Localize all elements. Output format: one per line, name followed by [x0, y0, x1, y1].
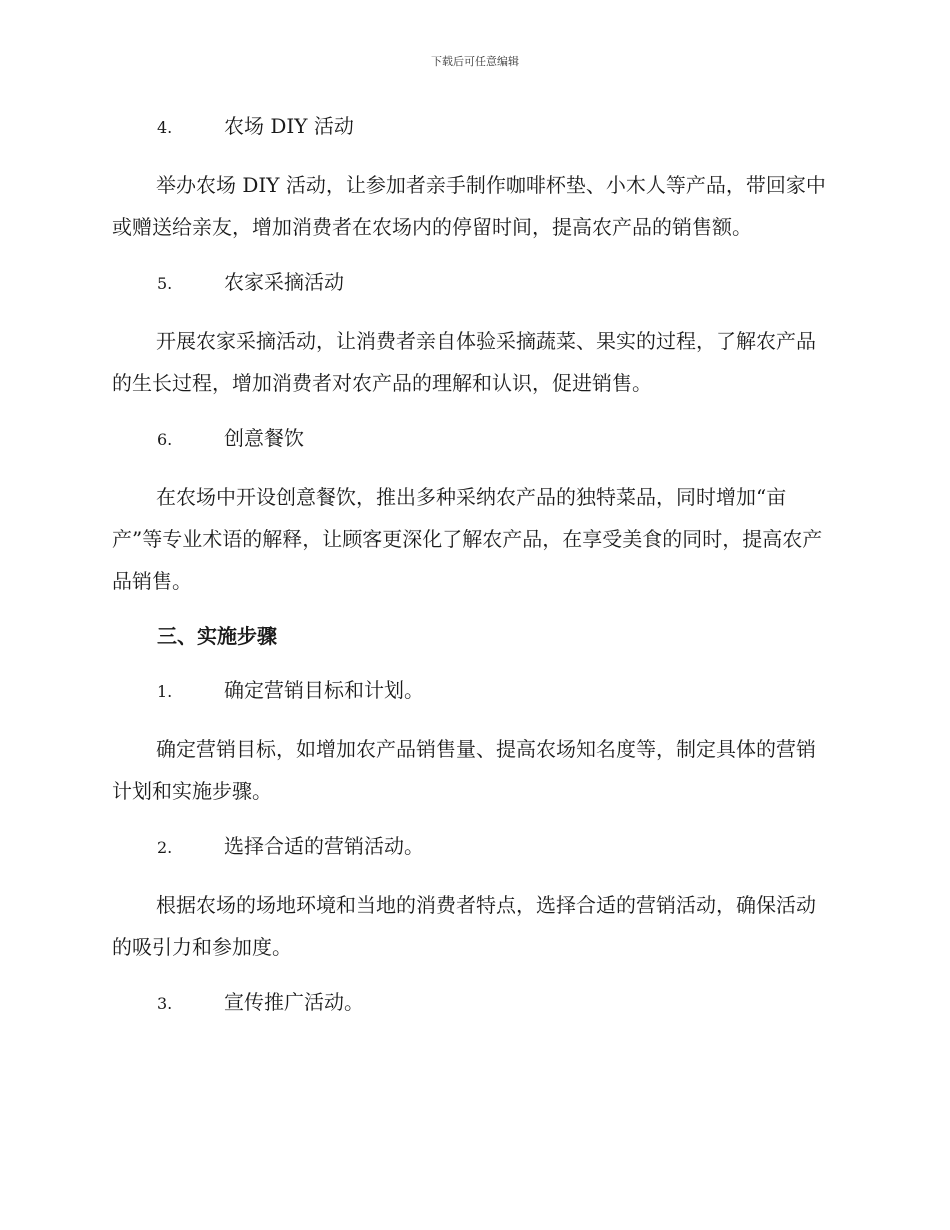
item-number: 5.: [157, 274, 173, 293]
section-heading-steps: 三、实施步骤: [157, 624, 277, 648]
item-number: 6.: [157, 430, 173, 449]
item-title: 农家采摘活动: [224, 270, 344, 294]
item-heading-dining: [112, 422, 832, 458]
item-heading-goals: [112, 674, 832, 710]
paragraph-diy: 举办农场 DIY 活动，让参加者亲手制作咖啡杯垫、小木人等产品，带回家中或赠送给亲友，增加消费者在农场内的停留时间，提高农产品的销售额。: [112, 173, 826, 239]
item-heading-diy: [112, 110, 832, 146]
item-title: 宣传推广活动。: [224, 990, 364, 1014]
item-number: 4.: [157, 118, 173, 137]
item-heading-promote: [112, 986, 832, 1022]
item-number: 1.: [157, 682, 173, 701]
item-title: 创意餐饮: [224, 426, 304, 450]
paragraph-picking: 开展农家采摘活动，让消费者亲自体验采摘蔬菜、果实的过程，了解农产品的生长过程，增加消费者对农产品的理解和认识，促进销售。: [112, 329, 816, 395]
paragraph-goals: 确定营销目标，如增加农产品销售量、提高农场知名度等，制定具体的营销计划和实施步骤。: [112, 737, 816, 803]
paragraph-choose: 根据农场的场地环境和当地的消费者特点，选择合适的营销活动，确保活动的吸引力和参加度。: [112, 893, 816, 959]
item-number: 2.: [157, 838, 173, 857]
item-title: 确定营销目标和计划。: [224, 678, 424, 702]
header-note: 下载后可任意编辑: [431, 55, 519, 68]
item-title: 农场 DIY 活动: [224, 114, 354, 138]
paragraph-dining: 在农场中开设创意餐饮，推出多种采纳农产品的独特菜品，同时增加“亩产”等专业术语的解释，让顾客更深化了解农产品，在享受美食的同时，提高农产品销售。: [112, 485, 823, 593]
item-heading-choose: [112, 830, 832, 866]
item-heading-picking: [112, 266, 832, 302]
item-title: 选择合适的营销活动。: [224, 834, 424, 858]
document-body: [112, 110, 832, 1040]
item-number: 3.: [157, 994, 173, 1013]
